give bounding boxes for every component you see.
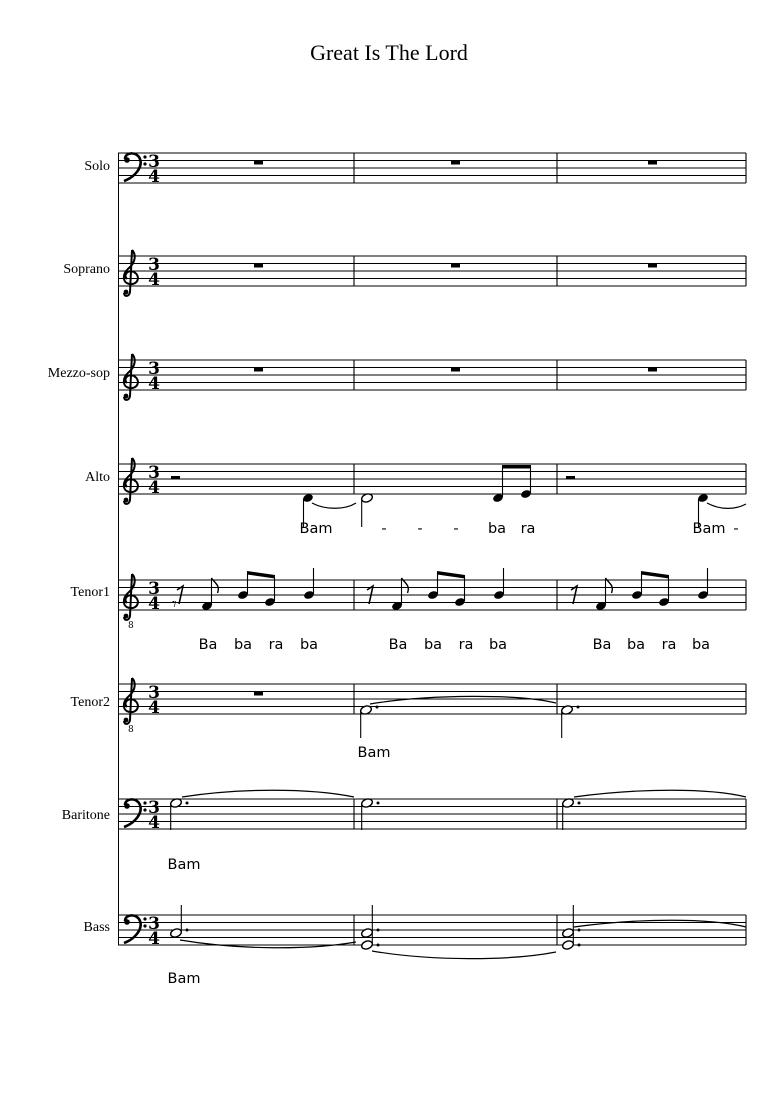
lyric-alto-5: ba: [487, 521, 507, 537]
lyric-tenor1-1: Ba: [198, 637, 218, 653]
lyric-tenor2-1: Bam: [357, 745, 391, 761]
bass-clef-icon: [124, 153, 147, 181]
time-sig-bottom: 4: [148, 929, 160, 949]
tenor1-measure-1: [172, 568, 315, 615]
whole-rests: [254, 161, 657, 696]
time-sig-bottom: 4: [148, 698, 160, 718]
lyric-tenor1-4: ba: [299, 637, 319, 653]
lyric-alto-8: -: [733, 521, 739, 537]
bass-clef-icon: [124, 799, 147, 827]
time-sig-top: 3: [148, 579, 160, 599]
part-name-baritone: Baritone: [61, 808, 110, 823]
lyric-alto-2: -: [381, 521, 387, 537]
lyric-baritone-1: Bam: [167, 857, 201, 873]
staff-mezzo-soprano: [118, 360, 746, 390]
svg-text:4: [148, 594, 160, 614]
svg-text:4: [148, 270, 160, 290]
time-signatures: [148, 152, 160, 949]
barlines: [354, 153, 746, 945]
staff-soprano: [118, 256, 746, 286]
alto-notes: [171, 465, 746, 527]
svg-text:4: [148, 813, 160, 833]
time-sig-top: 3: [148, 463, 160, 483]
lyric-tenor1-8: ba: [488, 637, 508, 653]
part-name-soprano: Soprano: [63, 262, 110, 277]
tenor1-measure-2: [367, 568, 505, 611]
lyric-alto-7: Bam: [692, 521, 726, 537]
treble-clef-icon: [124, 250, 138, 296]
svg-text:8: 8: [128, 621, 134, 631]
part-name-tenor1: Tenor1: [70, 585, 110, 600]
svg-text:4: [148, 929, 160, 949]
time-sig-top: 3: [148, 359, 160, 379]
time-sig-top: 3: [148, 798, 160, 818]
svg-text:4: [148, 698, 160, 718]
time-sig-bottom: 4: [148, 167, 160, 187]
svg-text:𝄾: 𝄾: [172, 594, 177, 615]
bass-notes: [170, 905, 746, 959]
part-name-tenor2: Tenor2: [70, 695, 110, 710]
baritone-notes: [170, 790, 746, 830]
lyric-tenor1-7: ra: [458, 637, 474, 653]
tenor1-measure-3: [571, 568, 709, 611]
time-sig-top: 3: [148, 255, 160, 275]
lyric-alto-3: -: [417, 521, 423, 537]
lyric-tenor1-12: ba: [691, 637, 711, 653]
staff-baritone: [118, 799, 746, 829]
lyric-alto-6: ra: [520, 521, 536, 537]
time-sig-top: 3: [148, 683, 160, 703]
part-name-solo: Solo: [84, 159, 110, 174]
time-sig-top: 3: [148, 914, 160, 934]
treble-clef-icon: [124, 458, 138, 504]
lyric-tenor1-6: ba: [423, 637, 443, 653]
lyric-tenor1-2: ba: [233, 637, 253, 653]
time-sig-bottom: 4: [148, 813, 160, 833]
staff-tenor2: [118, 684, 746, 714]
lyric-tenor1-10: ba: [626, 637, 646, 653]
part-name-alto: Alto: [85, 470, 110, 485]
svg-text:8: 8: [128, 725, 134, 735]
time-sig-top: 3: [148, 152, 160, 172]
lyric-tenor1-9: Ba: [592, 637, 612, 653]
bass-clef-icon: [124, 915, 147, 943]
svg-text:4: [148, 374, 160, 394]
lyric-alto-1: Bam: [299, 521, 333, 537]
time-sig-bottom: 4: [148, 270, 160, 290]
time-sig-bottom: 4: [148, 374, 160, 394]
tenor2-notes: [360, 696, 580, 738]
treble-clef-icon: [124, 354, 138, 400]
lyric-alto-4: -: [453, 521, 459, 537]
lyric-tenor1-5: Ba: [388, 637, 408, 653]
staff-bass: [118, 915, 746, 945]
svg-text:4: [148, 478, 160, 498]
part-name-bass: Bass: [83, 920, 110, 935]
staff-alto: [118, 464, 746, 494]
time-sig-bottom: 4: [148, 478, 160, 498]
staff-solo: [118, 153, 746, 183]
time-sig-bottom: 4: [148, 594, 160, 614]
svg-text:4: [148, 167, 160, 187]
lyric-bass-1: Bam: [167, 971, 201, 987]
lyric-tenor1-11: ra: [661, 637, 677, 653]
part-name-mezzo-soprano: Mezzo-sop: [47, 366, 110, 381]
score-title: Great Is The Lord: [310, 40, 468, 65]
lyric-tenor1-3: ra: [268, 637, 284, 653]
